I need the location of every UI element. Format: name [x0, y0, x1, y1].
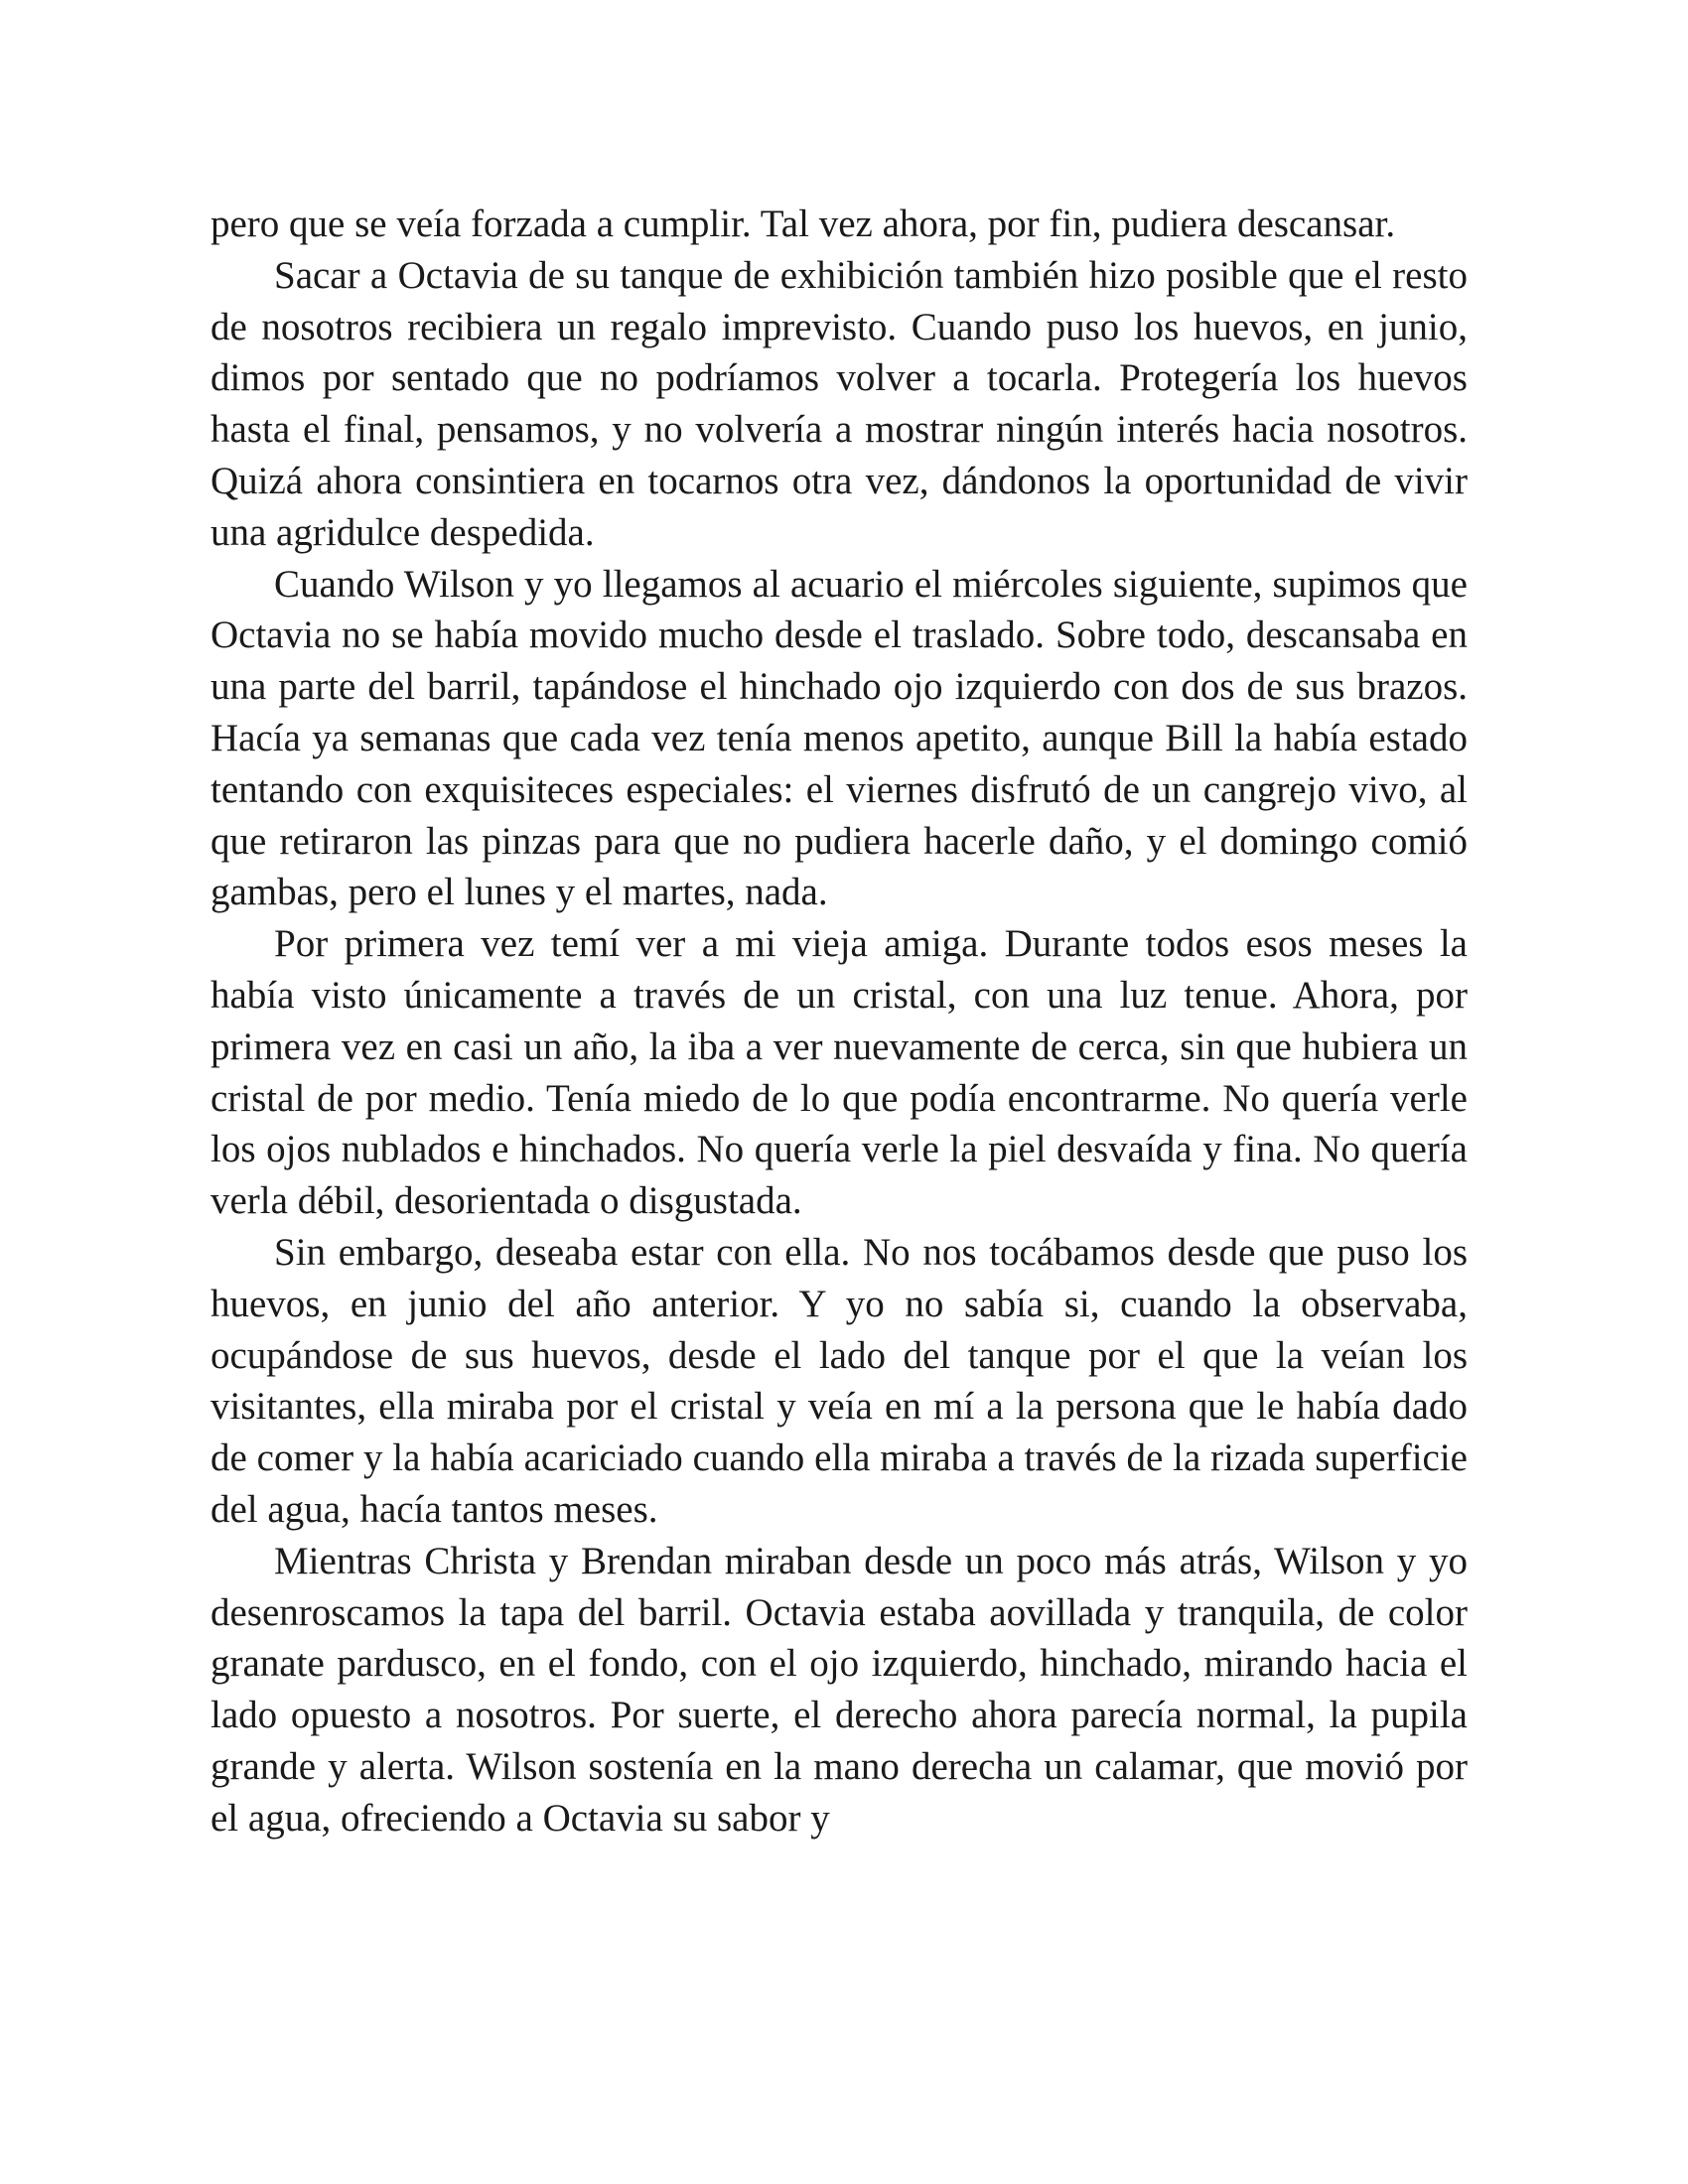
paragraph-3: Cuando Wilson y yo llegamos al acuario el miércoles siguiente, supimos que Octavia no se había movido mucho desde el traslado. Sobre todo, descansaba en una parte del barril, tapándose el hinchado ojo izquierdo con dos de sus brazos. Hacía ya semanas que cada vez tenía menos apetito, aunque Bill la había estado tentando con exquisiteces especiales: el viernes disfrutó de un cangrejo vivo, al que retiraron las pinzas para que no pudiera hacerle daño, y el domingo comió gambas, pero el lunes y el martes, nada. [211, 562, 1468, 914]
page-body [211, 199, 1468, 1844]
paragraph-1: pero que se veía forzada a cumplir. Tal vez ahora, por fin, pudiera descansar. [211, 203, 1396, 245]
paragraph-6: Mientras Christa y Brendan miraban desde un poco más atrás, Wilson y yo desenroscamos la tapa del barril. Octavia estaba aovillada y tranquila, de color granate pardusco, en el fondo, con el ojo izquierdo, hinchado, mirando hacia el lado opuesto a nosotros. Por suerte, el derecho ahora parecía normal, la pupila grande y alerta. Wilson sostenía en la mano derecha un calamar, que movió por el agua, ofreciendo a Octavia su sabor y [211, 1539, 1468, 1840]
paragraph-4: Por primera vez temí ver a mi vieja amiga. Durante todos esos meses la había visto únicamente a través de un cristal, con una luz tenue. Ahora, por primera vez en casi un año, la iba a ver nuevamente de cerca, sin que hubiera un cristal de por medio. Tenía miedo de lo que podía encontrarme. No quería verle los ojos nublados e hinchados. No quería verle la piel desvaída y fina. No quería verla débil, desorientada o disgustada. [211, 922, 1468, 1223]
paragraph-2: Sacar a Octavia de su tanque de exhibición también hizo posible que el resto de nosotros recibiera un regalo imprevisto. Cuando puso los huevos, en junio, dimos por sentado que no podríamos volver a tocarla. Protegería los huevos hasta el final, pensamos, y no volvería a mostrar ningún interés hacia nosotros. Quizá ahora consintiera en tocarnos otra vez, dándonos la oportunidad de vivir una agridulce despedida. [211, 253, 1468, 554]
paragraph-5: Sin embargo, deseaba estar con ella. No nos tocábamos desde que puso los huevos, en junio del año anterior. Y yo no sabía si, cuando la observaba, ocupándose de sus huevos, desde el lado del tanque por el que la veían los visitantes, ella miraba por el cristal y veía en mí a la persona que le había dado de comer y la había acariciado cuando ella miraba a través de la rizada superficie del agua, hacía tantos meses. [211, 1230, 1468, 1531]
